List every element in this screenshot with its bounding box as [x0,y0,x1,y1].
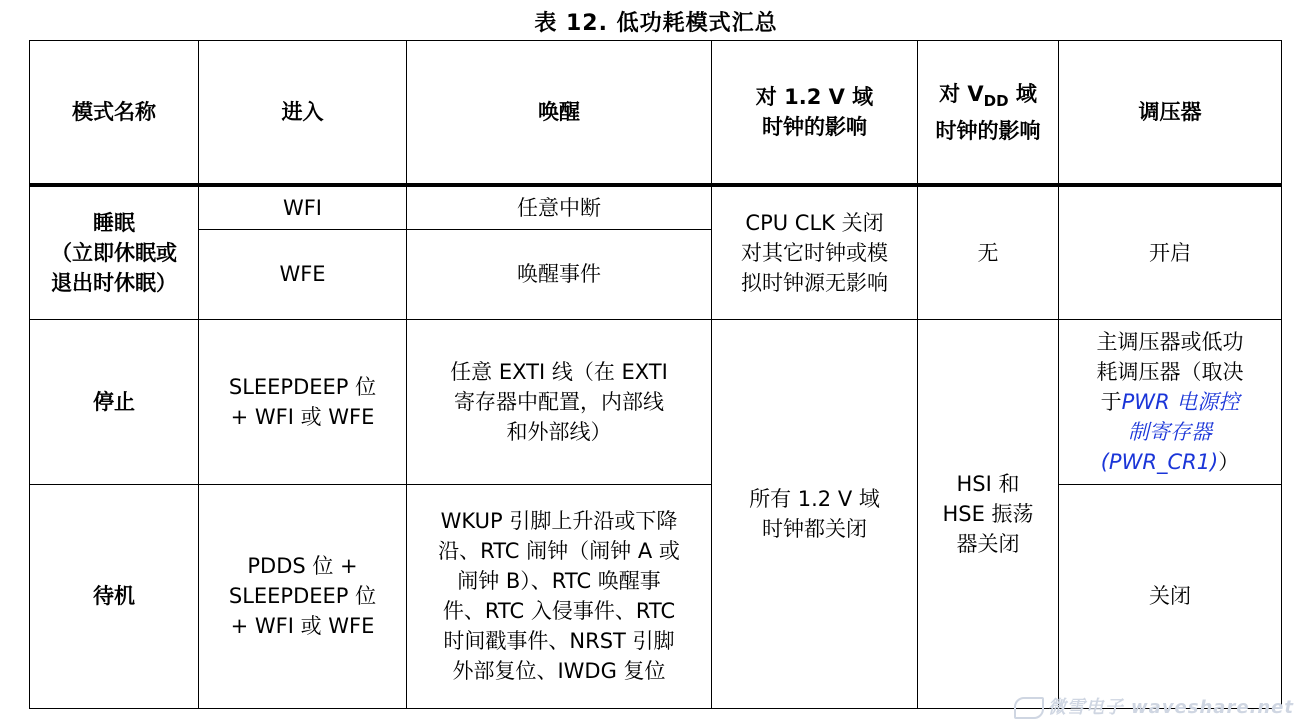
mode-sleep-line1: 睡眠 [93,210,135,235]
stop-wakeup-line2: 寄存器中配置，内部线 [454,389,664,414]
stop-enter [199,319,407,484]
header-vdd-mid: 域 [1008,81,1037,106]
stop-wakeup-line3: 和外部线） [506,419,612,444]
table-row-sleep-wfi [30,185,1282,229]
sleep-enter-wfe: WFE [199,229,407,319]
shared-vdd-line3: 器关闭 [956,531,1020,556]
stop-regulator-line1: 主调压器或低功 [1096,329,1244,354]
table-row-standby [30,484,1282,708]
mode-sleep-line3: 退出时休眠） [51,270,177,295]
sleep-clk12-line3: 拟时钟源无影响 [741,270,888,295]
standby-regulator: 关闭 [1059,484,1282,708]
sleep-wakeup-event: 唤醒事件 [407,229,712,319]
header-clk12 [712,41,918,186]
stop-standby-clk12-effect [712,319,918,708]
stop-regulator-close: ） [1218,449,1240,474]
header-vdd-prefix: 对 V [939,81,984,106]
shared-clk12-line2: 时钟都关闭 [762,516,867,541]
waveshare-logo-icon [1014,697,1044,719]
header-vdd-subscript: DD [983,91,1009,110]
stop-standby-vdd-effect [918,319,1059,708]
shared-vdd-line2: HSE 振荡 [942,501,1034,526]
header-regulator: 调压器 [1059,41,1282,186]
standby-wakeup-line5: 时间戳事件、NRST 引脚 [443,629,675,653]
shared-vdd-line1: HSI 和 [956,471,1020,496]
stop-enter-line2: + WFI 或 WFE [230,404,375,429]
table-row-stop [30,319,1282,484]
watermark [1014,693,1294,719]
table-title: 表 12. 低功耗模式汇总 [534,11,778,36]
standby-wakeup-line6: 外部复位、IWDG 复位 [452,659,666,683]
sleep-regulator: 开启 [1059,185,1282,319]
shared-clk12-line1: 所有 1.2 V 域 [749,486,880,511]
standby-enter [199,484,407,708]
stop-regulator [1059,319,1282,484]
mode-standby: 待机 [30,484,199,708]
sleep-vdd-effect: 无 [918,185,1059,319]
standby-wakeup-line1: WKUP 引脚上升沿或下降 [440,509,678,533]
pwr-cr1-link-line2[interactable]: 制寄存器 [1128,419,1212,444]
header-clk12-line1: 对 1.2 V 域 [755,85,874,109]
sleep-clk12-line2: 对其它时钟或模 [741,240,888,265]
sleep-clk12-effect [712,185,918,319]
sleep-enter-wfi: WFI [199,185,407,229]
header-row [30,41,1282,186]
standby-enter-line3: + WFI 或 WFE [230,614,375,638]
mode-sleep [30,185,199,319]
standby-enter-line1: PDDS 位 + [247,554,358,578]
watermark-text: 微雪电子 waveshare.net [1047,697,1294,718]
header-wakeup: 唤醒 [407,41,712,186]
standby-wakeup [407,484,712,708]
stop-enter-line1: SLEEPDEEP 位 [228,374,377,399]
sleep-clk12-line1: CPU CLK 关闭 [745,210,884,235]
header-clk12-line2: 时钟的影响 [762,115,867,139]
stop-regulator-prefix: 于 [1100,389,1122,414]
header-enter: 进入 [199,41,407,186]
mode-sleep-line2: （立即休眠或 [51,240,177,265]
header-mode-name: 模式名称 [30,41,199,186]
header-vdd-line2: 时钟的影响 [935,118,1041,143]
pwr-cr1-link-line3[interactable]: (PWR_CR1) [1100,449,1219,474]
stop-wakeup-line1: 任意 EXTI 线（在 EXTI [450,359,668,384]
stop-wakeup [407,319,712,484]
mode-stop: 停止 [30,319,199,484]
sleep-wakeup-interrupt: 任意中断 [407,185,712,229]
standby-wakeup-line4: 件、RTC 入侵事件、RTC [442,599,676,623]
low-power-modes-table [29,40,1282,709]
stop-regulator-line2: 耗调压器（取决 [1096,359,1244,384]
standby-enter-line2: SLEEPDEEP 位 [228,584,377,608]
standby-wakeup-line3: 闹钟 B）、RTC 唤醒事 [457,569,661,593]
standby-wakeup-line2: 沿、RTC 闹钟（闹钟 A 或 [438,539,680,563]
pwr-cr1-link-line1[interactable]: PWR 电源控 [1121,389,1240,414]
header-vdd [918,41,1059,186]
